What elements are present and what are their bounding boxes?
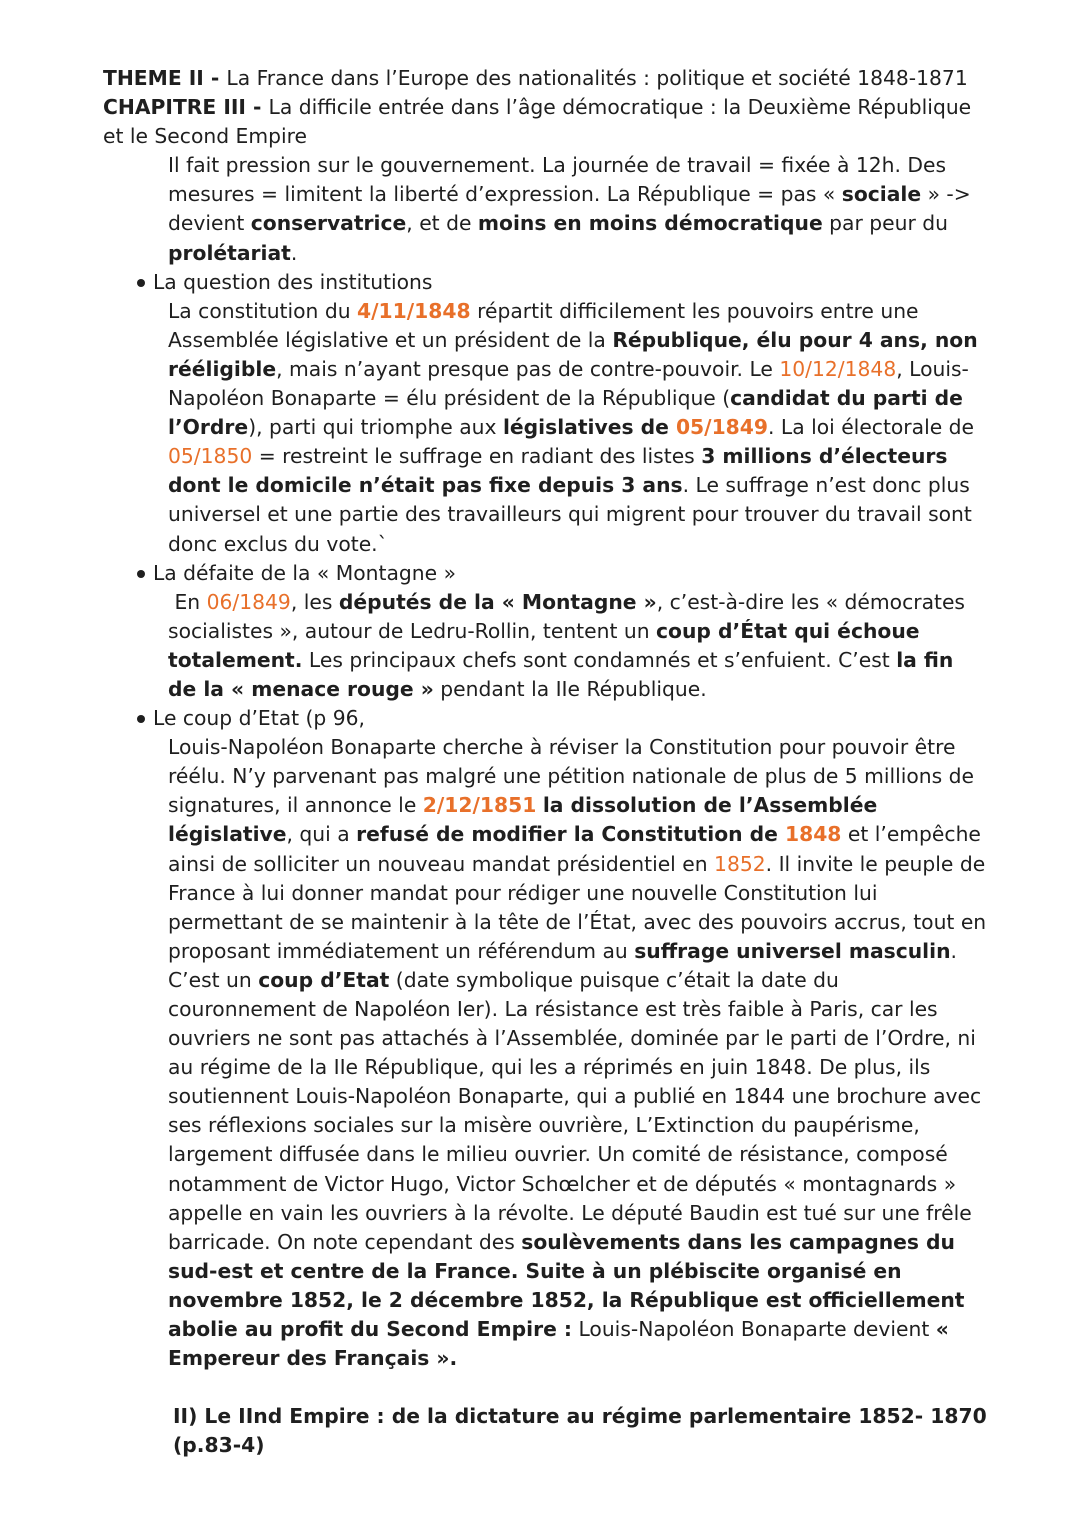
bold-run: législatives de — [502, 415, 676, 440]
text-run: et l’empêche ainsi de solliciter un nouveau mandat présidentiel en — [168, 822, 981, 876]
intro-paragraph — [168, 151, 988, 267]
text-run: pendant la IIe République. — [433, 676, 707, 701]
text-run: En — [174, 589, 207, 614]
intro-paragraph-block — [168, 151, 988, 267]
list-item-institutions — [153, 268, 988, 559]
bold-run: la fin de la « menace rouge » — [168, 647, 954, 701]
bold-run: prolétariat — [168, 240, 291, 265]
montagne-paragraph — [168, 588, 988, 704]
bullet-icon — [137, 715, 145, 723]
bullet-icon — [137, 279, 145, 287]
chapter-line — [103, 93, 988, 151]
bold-run: moins en moins démocratique — [477, 211, 823, 236]
theme-line — [103, 64, 988, 93]
text-run: Louis-Napoléon Bonaparte devient — [572, 1317, 936, 1342]
bold-run: suffrage universel masculin — [634, 938, 951, 963]
text-run: par peur du — [822, 211, 948, 236]
text-run: (date symbolique puisque c’était la date du couronnement de Napoléon Ier). La résistance est très faible à Paris, car les ouvriers ne sont pas attachés à l’Assemblée, dominée par le parti de l’Ordre, ni au régime de la IIe République, qui les a réprimés en juin 1848. De plus, ils soutiennent Louis-Napoléon Bonaparte, qui a publié en 1844 une brochure avec ses réflexions sociales sur la misère ouvrière, L’Extinction du paupérisme, largement diffusée dans le milieu ouvrier. Un comité de résistance, composé notamment de Victor Hugo, Victor Schœlcher et de députés « montagnards » appelle en vain les ouvriers à la révolte. Le député Baudin est tué sur une frêle barricade. On note cependant des — [168, 967, 982, 1254]
chapter-text: La difficile entrée dans l’âge démocratique : la Deuxième République et le Second Empire — [103, 95, 972, 149]
date-highlight: 4/11/1848 — [357, 298, 471, 323]
text-run: . La loi électorale de — [768, 415, 974, 440]
date-highlight: 05/1850 — [168, 444, 253, 469]
theme-text: La France dans l’Europe des nationalités : politique et société 1848-1871 — [226, 66, 968, 90]
text-run: , Louis-Napoléon Bonaparte = élu président de la République ( — [168, 356, 969, 411]
text-run: , qui a — [286, 822, 357, 847]
institutions-paragraph — [168, 297, 988, 559]
text-run: » -> devient — [168, 182, 971, 236]
text-run: , mais n’ayant presque pas de contre-pouvoir. Le — [276, 356, 780, 381]
theme-label: THEME II - — [103, 66, 227, 90]
text-run: La constitution du — [168, 298, 358, 323]
date-highlight: 05/1849 — [675, 415, 769, 440]
text-run: , les — [290, 589, 339, 614]
bold-run: candidat du parti de l’Ordre — [168, 386, 963, 440]
bold-run: 3 millions d’électeurs dont le domicile n’était pas fixe depuis 3 ans — [168, 444, 948, 498]
bold-run: conservatrice — [250, 211, 407, 236]
date-highlight: 2/12/1851 — [422, 793, 537, 818]
text-run: . — [290, 240, 298, 265]
text-run: , et de — [406, 211, 478, 236]
text-run: . C’est un — [168, 938, 957, 992]
date-highlight: 10/12/1848 — [779, 356, 897, 381]
bold-run: coup d’Etat — [258, 967, 390, 992]
section-heading: II) Le IInd Empire : de la dictature au régime parlementaire 1852- 1870 (p.83-4) — [173, 1404, 987, 1458]
bold-run: députés de la « Montagne » — [338, 589, 657, 614]
bullet-title: La défaite de la « Montagne » — [153, 560, 456, 585]
bullet-title: La question des institutions — [153, 269, 433, 294]
chapter-label: CHAPITRE III - — [103, 95, 269, 120]
document-header — [103, 64, 988, 151]
document-page — [103, 64, 988, 1481]
text-run: Il fait pression sur le gouvernement. La journée de travail = fixée à 12h. Des mesures = limitent la liberté d’expression. La République = pas « — [168, 153, 947, 207]
date-highlight: 1848 — [784, 822, 842, 847]
text-run: . Le suffrage n’est donc plus universel et une partie des travailleurs qui migrent pour trouver du travail sont donc exclus du vote.` — [168, 473, 972, 556]
bullet-title: Le coup d’Etat (p 96, — [153, 706, 366, 731]
text-run: Les principaux chefs sont condamnés et s’enfuient. C’est — [302, 647, 897, 672]
text-run: . Il invite le peuple de France à lui donner mandat pour rédiger une nouvelle Constitution lui permettant de se maintenir à la tête de l’État, avec des pouvoirs accrus, tout en proposant immédiatement un référendum au — [168, 851, 987, 963]
bold-run: « Empereur des Français ». — [168, 1317, 949, 1371]
text-run: = restreint le suffrage en radiant des listes — [252, 444, 702, 469]
date-highlight: 06/1849 — [206, 589, 291, 614]
topic-list — [103, 268, 988, 1374]
bold-run: la dissolution de l’Assemblée législative — [168, 793, 878, 847]
bold-run: coup d’État qui échoue totalement. — [168, 618, 920, 672]
bold-run: République, élu pour 4 ans, non rééligible — [168, 327, 978, 381]
coup-paragraph — [168, 733, 988, 1373]
bullet-icon — [137, 570, 145, 578]
list-item-coup-detat — [153, 704, 988, 1373]
bold-run: soulèvements dans les campagnes du sud-est et centre de la France. Suite à un plébiscite organisé en novembre 1852, le 2 décembre 1852, la République est officiellement abolie au profit du Second Empire : — [168, 1229, 965, 1342]
bold-run: refusé de modifier la Constitution de — [356, 822, 785, 847]
text-run: , c’est-à-dire les « démocrates socialistes », autour de Ledru-Rollin, tentent un — [168, 589, 965, 643]
text-run: répartit difficilement les pouvoirs entre une Assemblée législative et un président de la — [168, 298, 919, 352]
date-highlight: 1852 — [714, 851, 766, 876]
text-run: Louis-Napoléon Bonaparte cherche à réviser la Constitution pour pouvoir être réélu. N’y parvenant pas malgré une pétition nationale de plus de 5 millions de signatures, il annonce le — [168, 735, 975, 818]
list-item-montagne — [153, 559, 988, 704]
text-run: ), parti qui triomphe aux — [248, 415, 503, 440]
bold-run: sociale — [841, 182, 922, 207]
